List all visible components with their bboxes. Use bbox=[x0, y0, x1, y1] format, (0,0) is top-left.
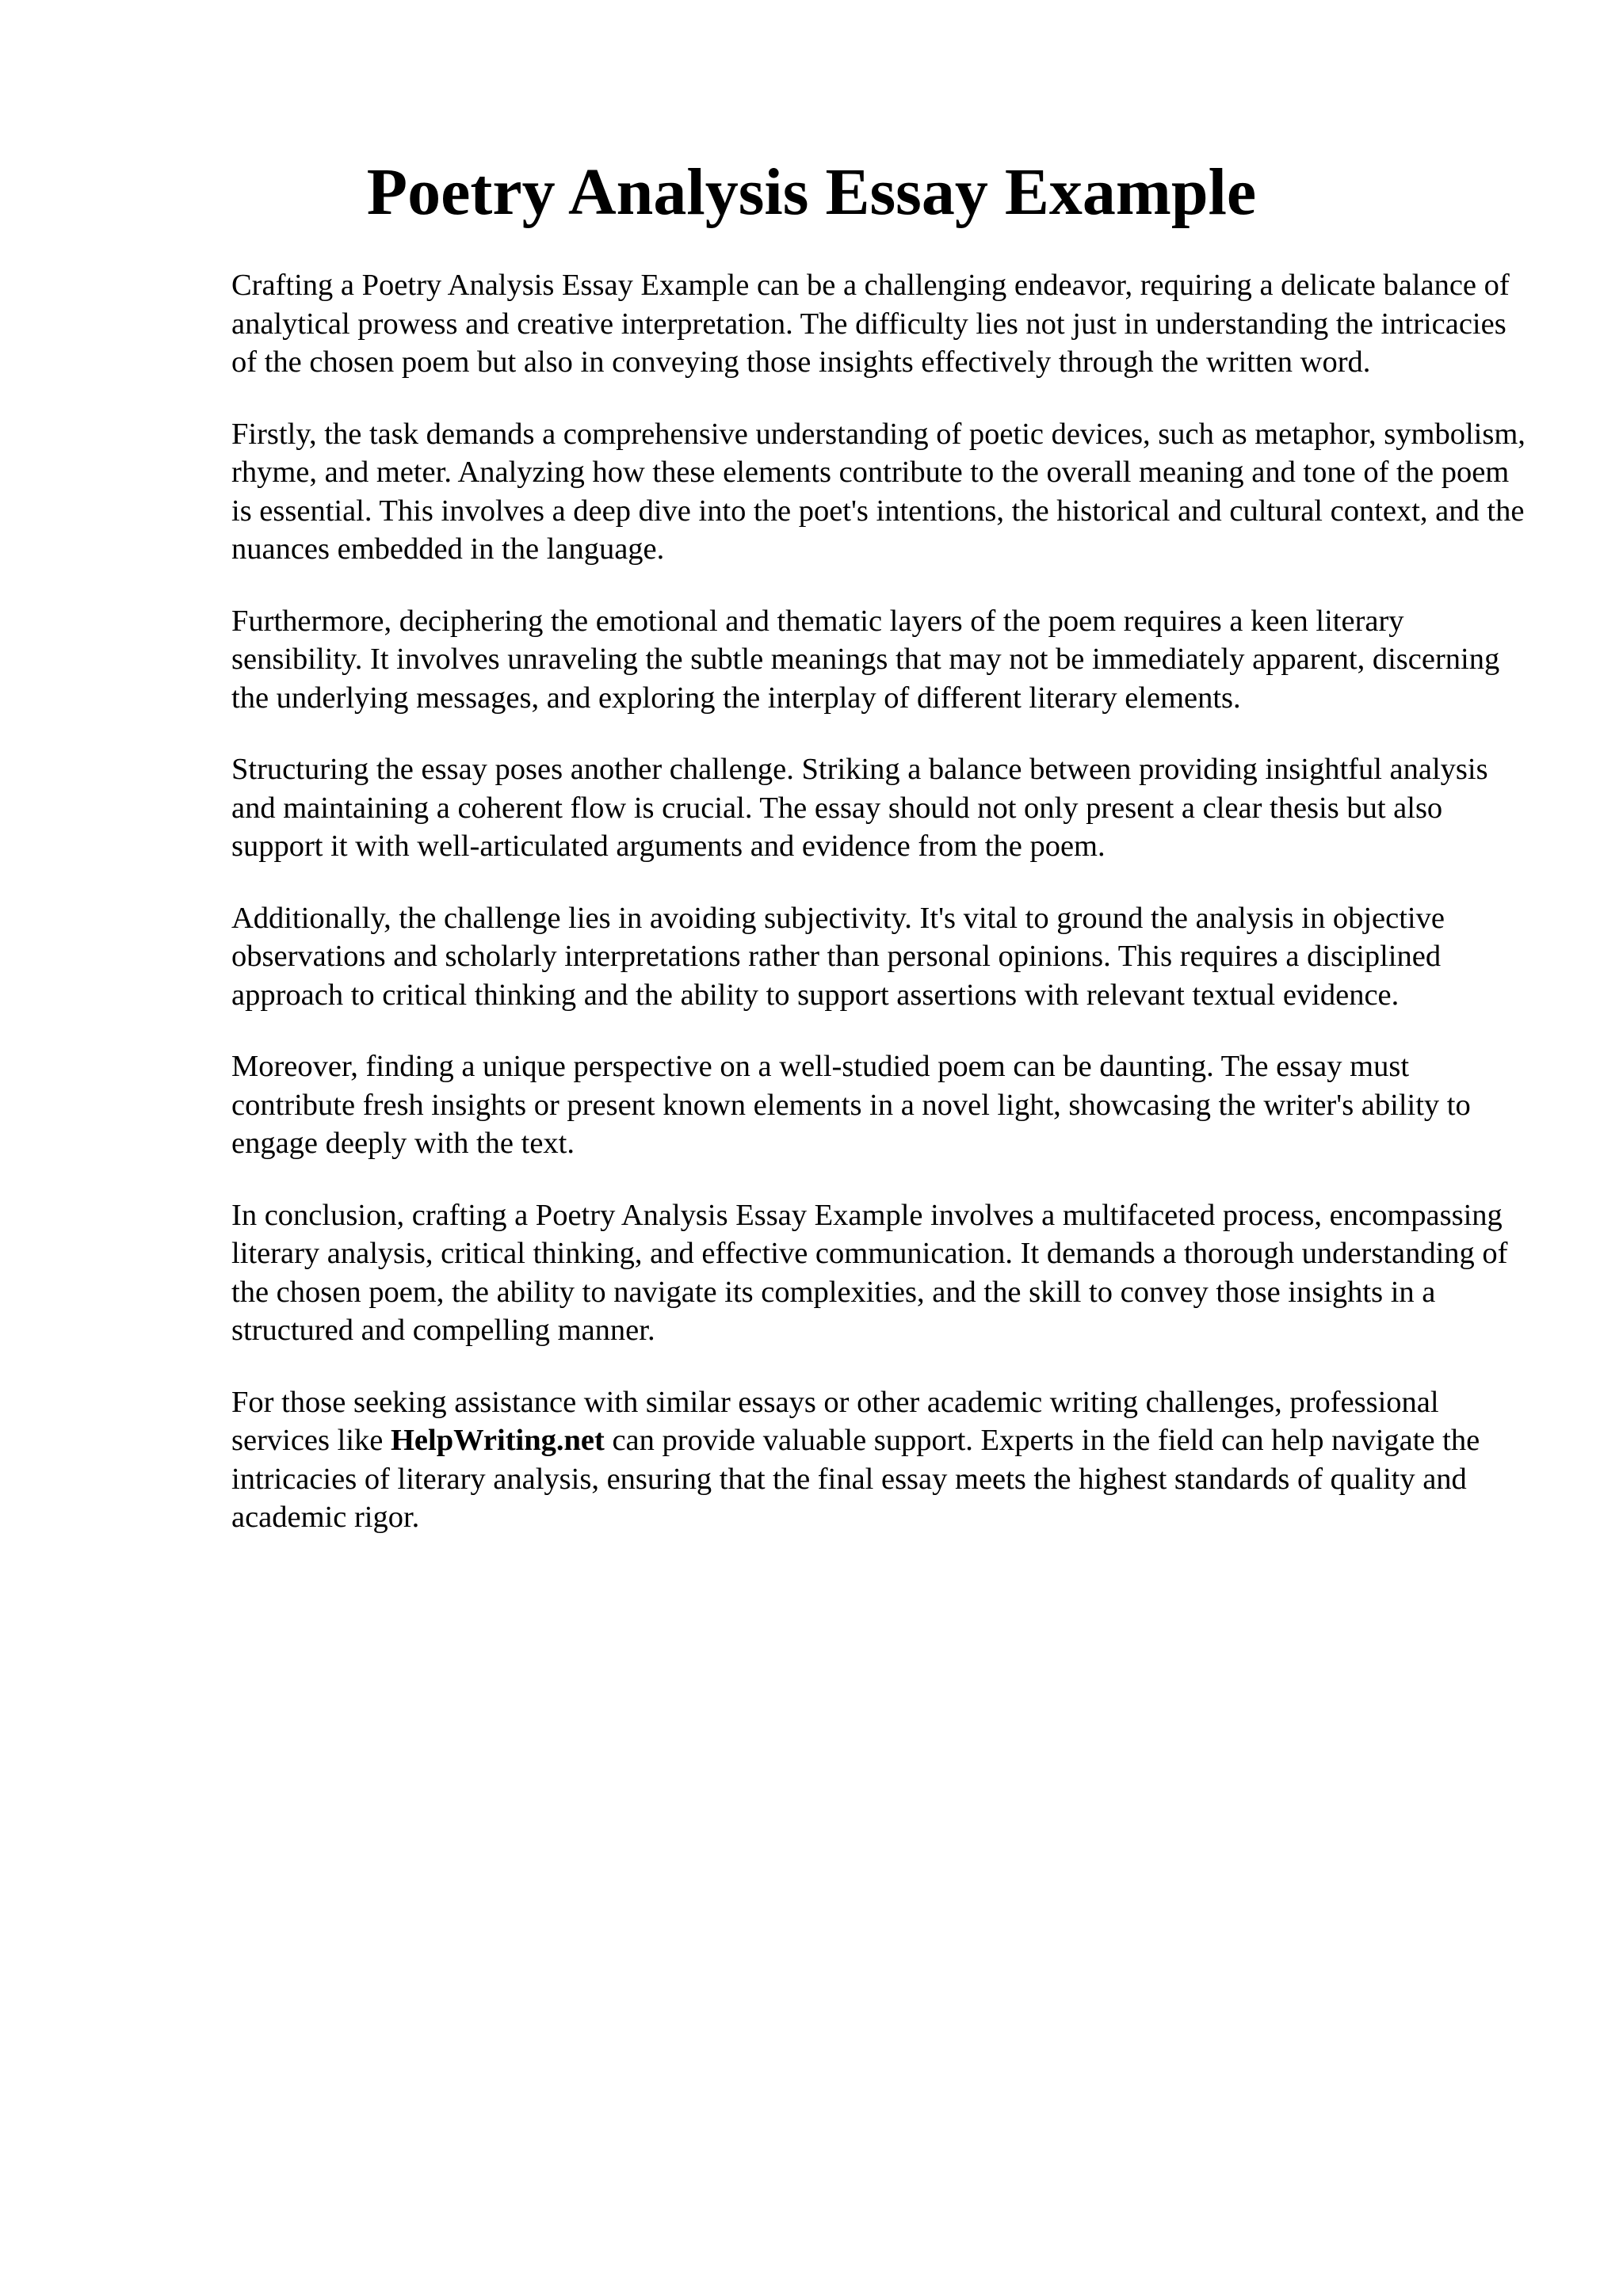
assistance-text-after: can provide valuable support. Experts in the field can help navigate the intricacies of literary analysis, ensuring that the final essay meets the highest standards of quality and academic rigor. bbox=[231, 1424, 1480, 1534]
paragraph-conclusion: In conclusion, crafting a Poetry Analysis Essay Example involves a multifaceted process, encompassing literary analysis, critical thinking, and effective communication. It demands a thorough understanding of the chosen poem, the ability to navigate its complexities, and the skill to convey those insights in a structured and compelling manner. bbox=[231, 1198, 1508, 1347]
paragraph-intro: Crafting a Poetry Analysis Essay Example can be a challenging endeavor, requiring a delicate balance of analytical prowess and creative interpretation. The difficulty lies not just in understanding the intricacies of the chosen poem but also in conveying those insights effectively through the written word. bbox=[231, 269, 1510, 379]
paragraph-assistance bbox=[231, 1383, 1531, 1537]
paragraph-poetic-devices: Firstly, the task demands a comprehensive understanding of poetic devices, such as metaphor, symbolism, rhyme, and meter. Analyzing how these elements contribute to the overall meaning and tone of the poem is essential. This involves a deep dive into the poet's intentions, the historical and cultural context, and the nuances embedded in the language. bbox=[231, 417, 1526, 566]
paragraph-structuring: Structuring the essay poses another challenge. Striking a balance between providing insightful analysis and maintaining a coherent flow is crucial. The essay should not only present a clear thesis but also support it with well-articulated arguments and evidence from the poem. bbox=[231, 753, 1488, 863]
assistance-text-before: For those seeking assistance with similar essays or other academic writing challenges, professional services like bbox=[231, 1385, 1439, 1457]
essay-body bbox=[231, 266, 1531, 1570]
paragraph-perspective: Moreover, finding a unique perspective on a well-studied poem can be daunting. The essay must contribute fresh insights or present known elements in a novel light, showcasing the writer's ability to engage deeply with the text. bbox=[231, 1050, 1471, 1160]
page-title: Poetry Analysis Essay Example bbox=[366, 155, 1257, 229]
brand-name: HelpWriting.net bbox=[390, 1424, 605, 1457]
paragraph-emotional-layers: Furthermore, deciphering the emotional and thematic layers of the poem requires a keen literary sensibility. It involves unraveling the subtle meanings that may not be immediately apparent, discerning the underlying messages, and exploring the interplay of different literary elements. bbox=[231, 604, 1500, 715]
paragraph-subjectivity: Additionally, the challenge lies in avoiding subjectivity. It's vital to ground the analysis in objective observations and scholarly interpretations rather than personal opinions. This requires a disciplined approach to critical thinking and the ability to support assertions with relevant textual evidence. bbox=[231, 901, 1445, 1012]
